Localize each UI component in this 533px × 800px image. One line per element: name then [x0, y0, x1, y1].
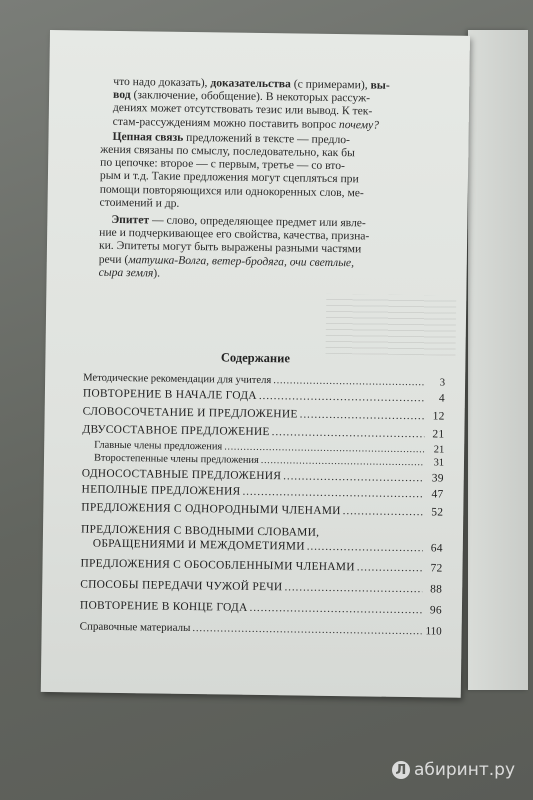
body-text: [99, 75, 446, 284]
text-span: ки. Эпитеты могут быть выражены разными частями: [98, 239, 362, 256]
toc-leader-dots: [192, 622, 421, 637]
toc-leader-dots: [261, 455, 424, 468]
text-span: предложений в тексте — предло-: [186, 130, 351, 147]
toc-page-number: 110: [425, 625, 442, 638]
text-span: — слово, определяющее предмет или явле-: [151, 213, 366, 230]
book-page: [41, 30, 470, 698]
toc-page-number: 31: [433, 457, 445, 469]
paragraph-chain-link: [100, 130, 445, 214]
toc-entry-label: СЛОВОСОЧЕТАНИЕ И ПРЕДЛОЖЕНИЕ: [82, 405, 298, 421]
toc-page-number: 39: [431, 472, 444, 485]
toc-leader-dots: [284, 581, 422, 595]
toc-leader-dots: [273, 375, 425, 388]
toc-heading: Содержание: [220, 350, 291, 366]
example-words: матушка-Волга, ветер-бродяга, очи светлые,: [128, 252, 355, 269]
toc-leader-dots: [343, 505, 424, 518]
text-span: что надо доказать),: [113, 74, 208, 90]
toc-leader-dots: [357, 561, 423, 574]
toc-leader-dots: [259, 390, 425, 404]
toc-leader-dots: [224, 441, 424, 455]
toc-entry-label: Второстепенные члены предложения: [93, 452, 259, 466]
toc-leader-dots: [249, 602, 422, 616]
term-chain-link: Цепная связь: [112, 129, 184, 144]
text-span: стоимений и др.: [99, 195, 180, 210]
toc-page-number: 64: [430, 542, 443, 555]
text-span: (заключение, обобщение). В некоторых рассуж-: [133, 88, 371, 105]
text-span: ).: [153, 266, 161, 280]
toc-entry-label: Главные члены предложения: [94, 439, 223, 453]
text-span: рым и т.д. Такие предложения могут сцепляться при: [99, 169, 359, 186]
toc-page-number: 47: [431, 488, 444, 501]
toc-page-number: 4: [438, 392, 445, 405]
text-span: дениях может отсутствовать тезис или вывод. К тек-: [112, 101, 373, 118]
toc-entry-label: СПОСОБЫ ПЕРЕДАЧИ ЧУЖОЙ РЕЧИ: [80, 578, 283, 594]
toc-leader-dots: [300, 409, 425, 423]
toc-leader-dots: [272, 426, 425, 440]
toc-page-number: 96: [429, 604, 443, 617]
toc-page-number: 21: [433, 444, 445, 456]
text-span: ние и подчеркивающее его свойства, качества, призна-: [99, 225, 370, 243]
term-conclusion-part: вы-: [370, 78, 390, 92]
example-words: сыра земля: [98, 265, 154, 280]
toc-page-number: 12: [432, 410, 445, 423]
toc-entry-label: ПРЕДЛОЖЕНИЯ С ОБОСОБЛЕННЫМИ ЧЛЕНАМИ: [80, 557, 355, 574]
text-span: по цепочке: второе — с первым, третье — со вто-: [100, 155, 346, 173]
toc-entry-label: ПОВТОРЕНИЕ В НАЧАЛЕ ГОДА: [82, 387, 257, 402]
question-word: почему?: [338, 117, 380, 132]
toc-leader-dots: [283, 470, 424, 484]
toc-page-number: 88: [430, 583, 443, 596]
term-proofs: доказательства: [210, 76, 292, 91]
toc-entry-label: Методические рекомендации для учителя: [83, 372, 272, 387]
toc-page-number: 72: [430, 562, 443, 575]
toc-entry-label: ОДНОСОСТАВНЫЕ ПРЕДЛОЖЕНИЯ: [81, 467, 282, 483]
toc-leader-dots: [307, 541, 423, 555]
text-span: речи (: [98, 252, 129, 266]
watermark-text: абиринт.ру: [413, 760, 515, 780]
labirint-logo-icon: Л: [392, 761, 410, 779]
term-epithet: Эпитет: [111, 212, 150, 227]
toc-leader-dots: [242, 486, 423, 501]
toc-entry-label: НЕПОЛНЫЕ ПРЕДЛОЖЕНИЯ: [81, 483, 241, 498]
table-of-contents: [80, 372, 446, 640]
toc-entry-label: ПРЕДЛОЖЕНИЯ С ОДНОРОДНЫМИ ЧЛЕНАМИ: [81, 501, 341, 518]
toc-page-number: 21: [432, 428, 445, 441]
underlying-page: [468, 30, 528, 690]
toc-page-number: 3: [439, 377, 446, 389]
term-conclusion-part: вод: [113, 88, 131, 102]
paragraph-reasoning: [101, 75, 446, 133]
toc-entry-label: ДВУСОСТАВНОЕ ПРЕДЛОЖЕНИЕ: [82, 423, 270, 439]
toc-page-number: 52: [431, 506, 444, 519]
labirint-watermark: [392, 760, 515, 780]
text-span: помощи повторяющихся или однокоренных слов, ме-: [99, 182, 364, 200]
toc-entry-label: ПОВТОРЕНИЕ В КОНЦЕ ГОДА: [79, 599, 248, 614]
paragraph-epithet: [99, 213, 444, 284]
toc-entry-label: ПРЕДЛОЖЕНИЯ С ВВОДНЫМИ СЛОВАМИ,: [80, 523, 320, 539]
bleed-through-text: [326, 294, 457, 356]
toc-entry-label: Справочные материалы: [79, 620, 191, 635]
text-span: стам-рассуждениям можно поставить вопрос: [112, 114, 337, 131]
text-span: жения связаны по смыслу, последовательно, как бы: [100, 142, 355, 160]
text-span: (с примерами),: [293, 77, 368, 92]
toc-entry-label: ОБРАЩЕНИЯМИ И МЕЖДОМЕТИЯМИ: [92, 537, 305, 553]
